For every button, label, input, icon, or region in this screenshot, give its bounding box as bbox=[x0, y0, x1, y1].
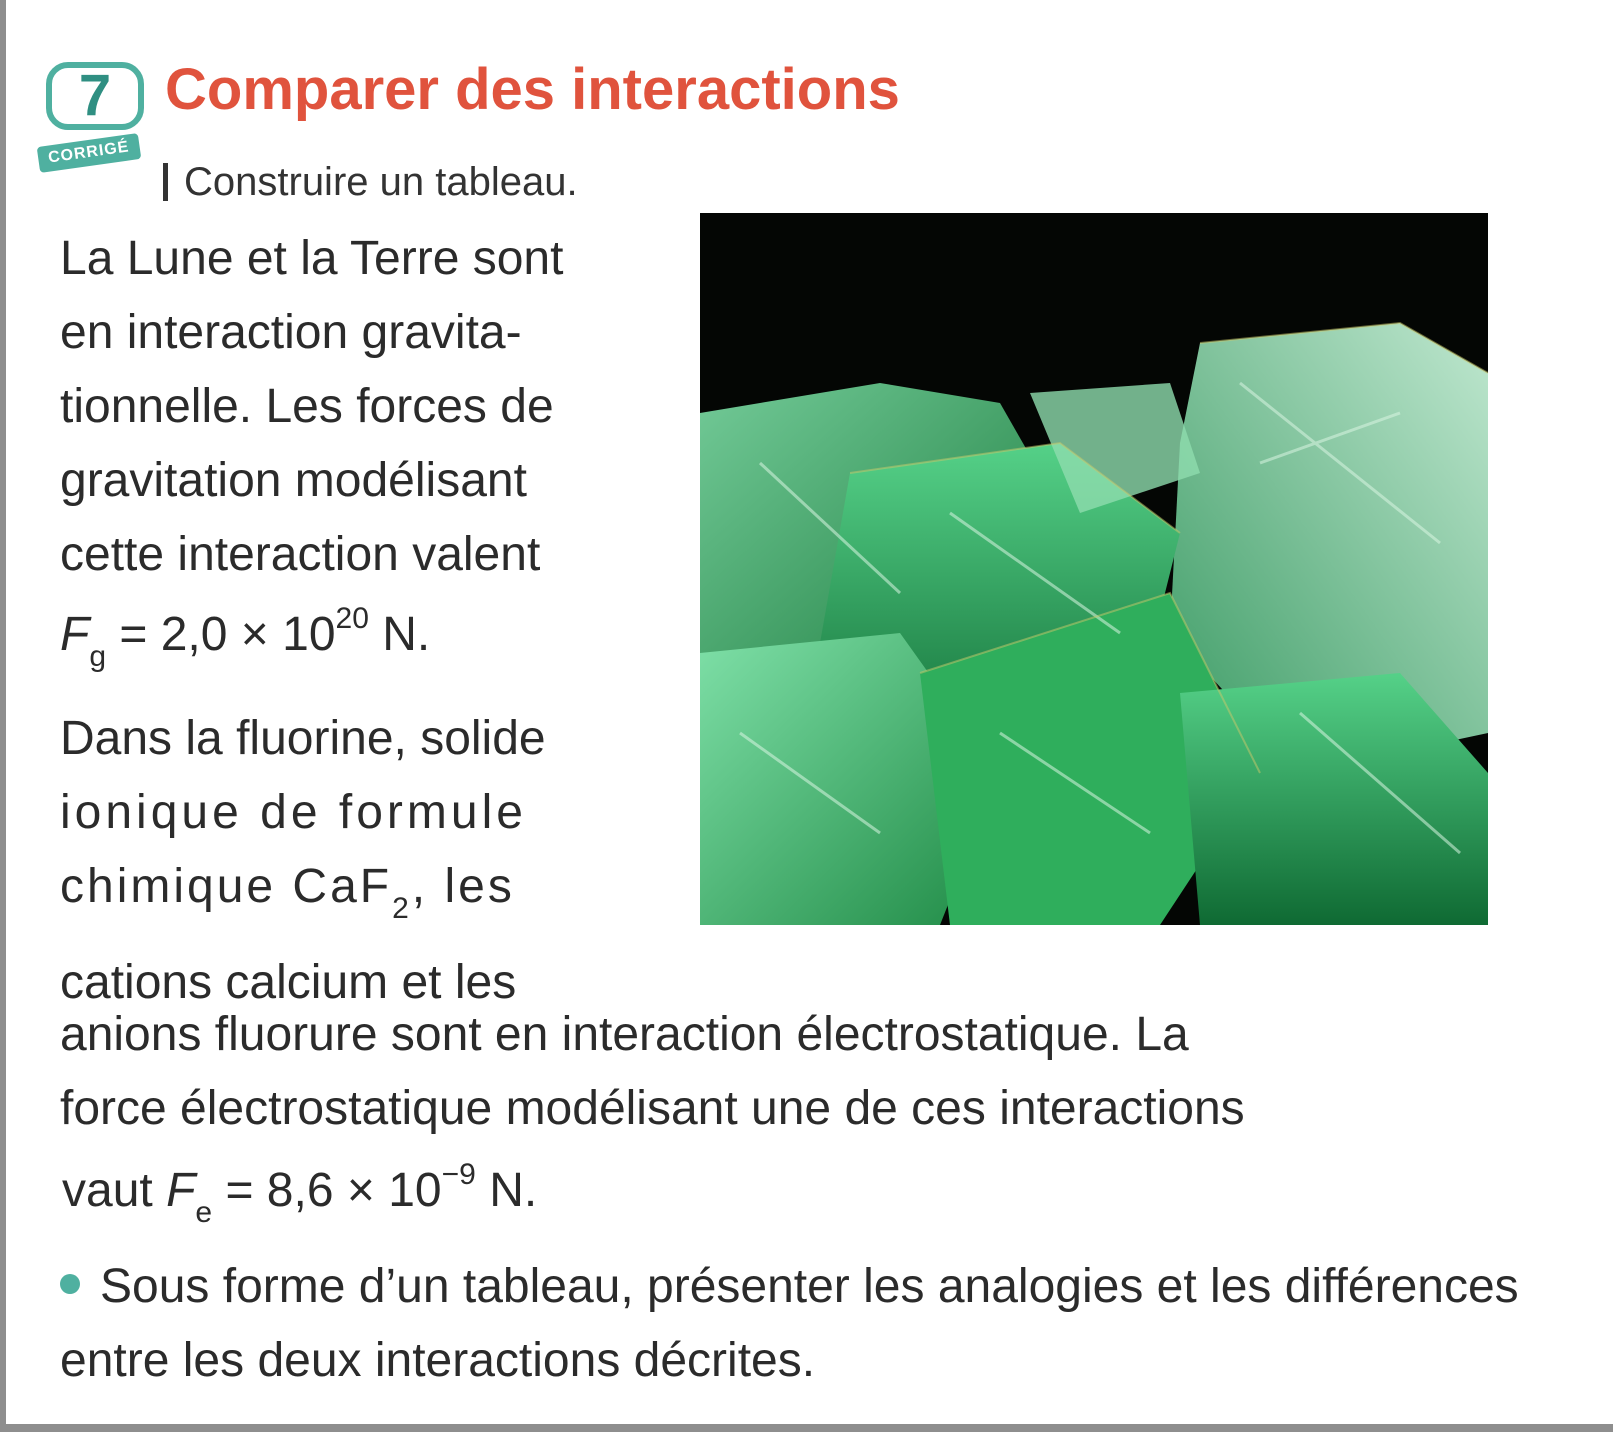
text-line: tionnelle. Les forces de bbox=[60, 380, 554, 433]
formula-exponent: 20 bbox=[335, 602, 369, 635]
formula-unit: N. bbox=[382, 608, 431, 661]
text-line: gravitation modélisant bbox=[60, 454, 527, 507]
text-line: cations calcium et les bbox=[60, 956, 517, 1009]
corrige-label: CORRIGÉ bbox=[37, 133, 141, 173]
left-column-text bbox=[60, 222, 660, 592]
formula-exponent: −9 bbox=[441, 1158, 476, 1191]
formula-value: = 8,6 × 10 bbox=[225, 1164, 442, 1217]
subtitle-text: Construire un tableau. bbox=[184, 160, 578, 204]
formula-symbol: F bbox=[166, 1164, 196, 1217]
formula-electrostatic bbox=[62, 1158, 537, 1230]
bullet-icon bbox=[60, 1274, 80, 1294]
formula-unit: N. bbox=[489, 1164, 538, 1217]
chem-before: chimique CaF bbox=[60, 860, 393, 913]
text-line: anions fluorure sont en interaction électrostatique. La bbox=[60, 1008, 1189, 1061]
fluorite-crystal-photo bbox=[700, 213, 1488, 925]
chem-subscript: 2 bbox=[392, 892, 412, 925]
exercise-number-badge bbox=[46, 62, 144, 130]
formula-gravitation bbox=[60, 602, 430, 674]
left-column-text-2 bbox=[60, 702, 660, 1020]
full-width-text bbox=[60, 998, 1500, 1146]
formula-prefix: vaut bbox=[62, 1164, 153, 1217]
text-line: ionique de formule bbox=[60, 786, 527, 839]
text-line: Dans la fluorine, solide bbox=[60, 712, 546, 765]
page-border-left bbox=[0, 0, 6, 1432]
formula-value: = 2,0 × 10 bbox=[119, 608, 336, 661]
text-line: La Lune et la Terre sont bbox=[60, 232, 564, 285]
chem-after: , les bbox=[411, 860, 515, 913]
exercise-number: 7 bbox=[78, 63, 112, 128]
formula-symbol: F bbox=[60, 608, 90, 661]
formula-subscript: g bbox=[89, 640, 107, 673]
question-label: Sous forme d’un tableau, présenter les analogies et les différences entre les deux interactions décrites. bbox=[60, 1260, 1519, 1387]
text-line: en interaction gravita- bbox=[60, 306, 522, 359]
text-line: cette interaction valent bbox=[60, 528, 541, 581]
fluorite-crystal-image bbox=[700, 213, 1488, 925]
exercise-subtitle bbox=[163, 160, 578, 205]
chem-line bbox=[60, 850, 660, 946]
text-line: force électrostatique modélisant une de ces interactions bbox=[60, 1082, 1245, 1135]
subtitle-bar bbox=[163, 163, 168, 201]
exercise-title: Comparer des interactions bbox=[165, 57, 900, 122]
question-text bbox=[60, 1250, 1520, 1398]
formula-subscript: e bbox=[195, 1196, 213, 1229]
page-border-bottom bbox=[0, 1424, 1613, 1432]
